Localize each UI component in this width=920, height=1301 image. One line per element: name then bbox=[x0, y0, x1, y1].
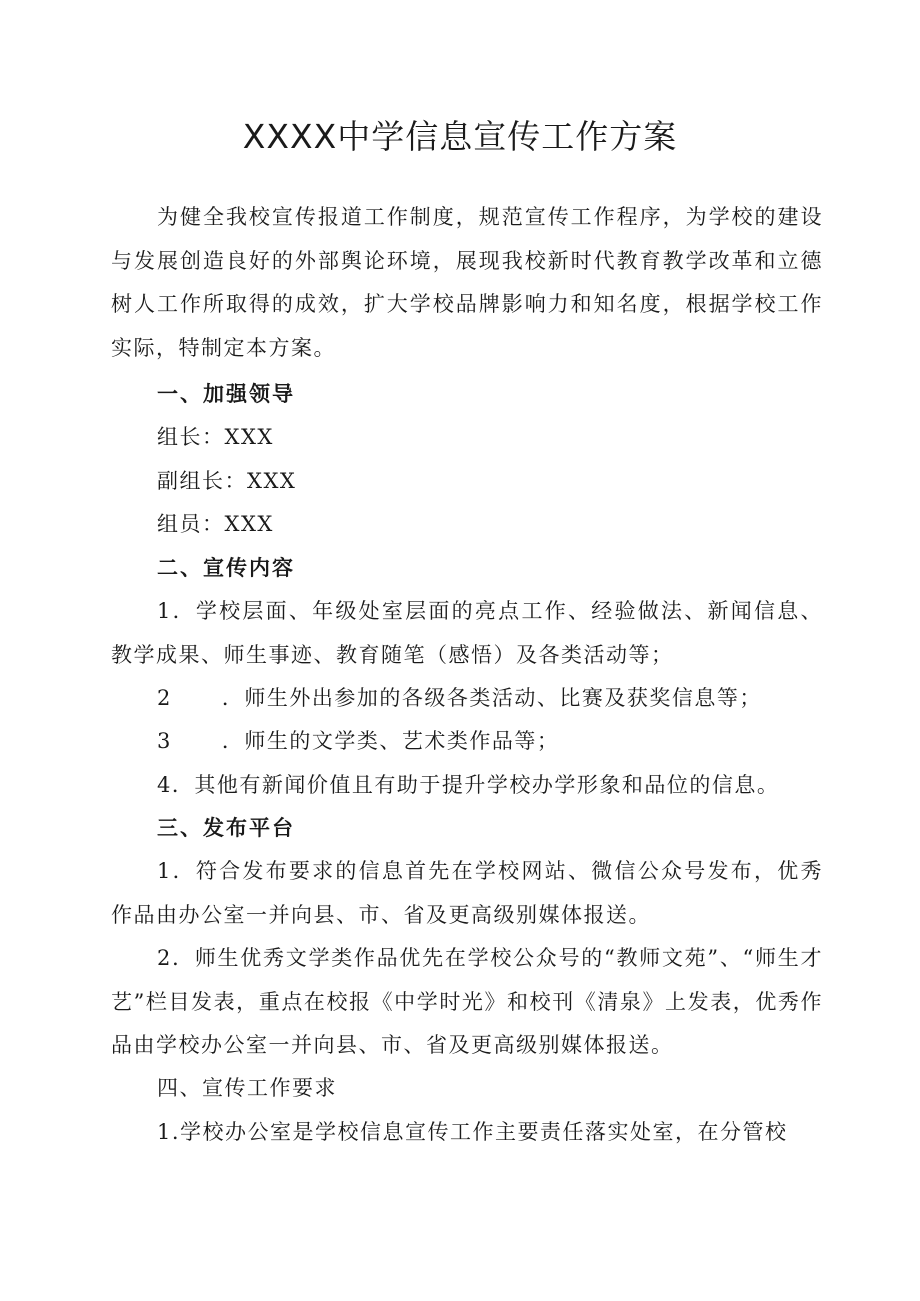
document-title: XXXX中学信息宣传工作方案 bbox=[242, 117, 678, 156]
section2-item2 bbox=[157, 677, 762, 721]
section2-item3 bbox=[157, 720, 559, 764]
section1-heading: 一、加强领导 bbox=[157, 382, 295, 406]
leader-line: 组长：XXX bbox=[157, 425, 274, 449]
section3-item1: 1．符合发布要求的信息首先在学校网站、微信公众号发布，优秀作品由办公室一并向县、市、省及更高级别媒体报送。 bbox=[111, 859, 823, 927]
section2-item4: 4．其他有新闻价值且有助于提升学校办学形象和品位的信息。 bbox=[157, 773, 780, 797]
section3-item2: 2．师生优秀文学类作品优先在学校公众号的“教师文苑”、“师生才艺”栏目发表，重点在校报《中学时光》和校刊《清泉》上发表，优秀作品由学校办公室一并向县、市、省及更高级别媒体报送。 bbox=[111, 946, 823, 1057]
section2-item3-text: ．师生的文学类、艺术类作品等； bbox=[221, 729, 560, 753]
deputy-leader-line: 副组长：XXX bbox=[157, 469, 297, 493]
intro-paragraph: 为健全我校宣传报道工作制度，规范宣传工作程序，为学校的建设与发展创造良好的外部舆论环境，展现我校新时代教育教学改革和立德树人工作所取得的成效，扩大学校品牌影响力和知名度，根据学校工作实际，特制定本方案。 bbox=[111, 205, 823, 360]
section2-item3-number: 3 bbox=[157, 729, 172, 753]
section4-item1: 1.学校办公室是学校信息宣传工作主要责任落实处室，在分管校 bbox=[157, 1120, 788, 1144]
section2-heading: 二、宣传内容 bbox=[157, 556, 295, 580]
section2-item1: 1．学校层面、年级处室层面的亮点工作、经验做法、新闻信息、教学成果、师生事迹、教育随笔（感悟）及各类活动等； bbox=[111, 599, 823, 667]
section3-heading: 三、发布平台 bbox=[157, 816, 295, 840]
members-line: 组员：XXX bbox=[157, 512, 274, 536]
section2-item2-text: ．师生外出参加的各级各类活动、比赛及获奖信息等； bbox=[221, 686, 762, 710]
section2-item2-number: 2 bbox=[157, 686, 172, 710]
section4-heading: 四、宣传工作要求 bbox=[157, 1076, 337, 1100]
